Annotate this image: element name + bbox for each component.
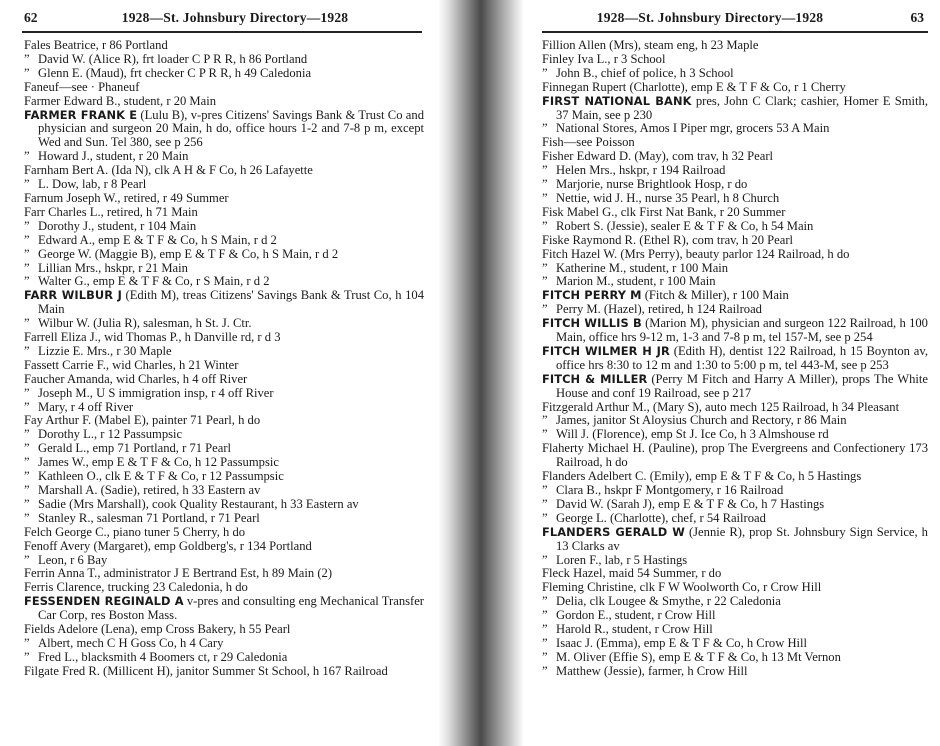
ditto-mark: ” [542, 663, 548, 678]
directory-entry [24, 595, 424, 623]
directory-entry [24, 192, 424, 206]
entry-text: Edward A., emp E & T F & Co, h S Main, r d 2 [38, 232, 277, 247]
ditto-mark: ” [24, 483, 30, 497]
directory-entry [542, 164, 928, 178]
entry-text: Fish—see Poisson [542, 135, 635, 150]
entry-text: (Edith M), treas Citizens' Savings Bank & Trust Co, h 104 Main [38, 288, 424, 317]
entry-text: Fenoff Avery (Margaret), emp Goldberg's, r 134 Portland [24, 538, 312, 553]
directory-entry [24, 414, 424, 428]
ditto-mark: ” [542, 190, 548, 205]
ditto-mark: ” [542, 635, 548, 650]
directory-entry [542, 595, 928, 609]
directory-entry [24, 331, 424, 345]
entry-text: Fillion Allen (Mrs), steam eng, h 23 Maple [542, 38, 759, 52]
directory-entry [24, 456, 424, 470]
entry-text: Fleming Christine, clk F W Woolworth Co, r Crow Hill [542, 580, 822, 595]
ditto-mark: ” [24, 316, 30, 331]
left-header-rule [22, 31, 422, 33]
directory-entry [542, 122, 928, 136]
directory-entry [24, 164, 424, 178]
entry-text: Leon, r 6 Bay [38, 552, 108, 567]
entry-text: (Marion M), physician and surgeon 122 Railroad, h 100 Main, office hrs 9-12 m, 1-3 and 7-8 p m, tel 157-M, see p 254 [556, 316, 928, 345]
directory-entry [542, 289, 928, 303]
entry-text: Farnum Joseph W., retired, r 49 Summer [24, 190, 229, 205]
ditto-mark: ” [542, 274, 548, 289]
ditto-mark: ” [24, 274, 30, 289]
entry-text: (Perry M Fitch and Harry A Miller), props The White House and conf 19 Railroad, see p 217 [556, 371, 928, 400]
directory-entry [24, 484, 424, 498]
entry-text: Finley Iva L., r 3 School [542, 51, 666, 66]
ditto-mark: ” [24, 343, 30, 358]
entry-text: Will J. (Florence), emp St J. Ice Co, h 3 Almshouse rd [556, 427, 829, 442]
entry-name-bold: FESSENDEN REGINALD A [24, 594, 184, 609]
directory-entry [24, 526, 424, 540]
directory-entry [542, 637, 928, 651]
entry-text: James W., emp E & T F & Co, h 12 Passumpsic [38, 455, 279, 470]
directory-entry [24, 275, 424, 289]
ditto-mark: ” [24, 510, 30, 525]
entry-text: Sadie (Mrs Marshall), cook Quality Restaurant, h 33 Eastern av [38, 496, 359, 511]
entry-text: Fassett Carrie F., wid Charles, h 21 Winter [24, 357, 239, 372]
entry-text: Katherine M., student, r 100 Main [556, 260, 729, 275]
entry-text: M. Oliver (Effie S), emp E & T F & Co, h 13 Mt Vernon [556, 649, 841, 664]
directory-entry [542, 81, 928, 95]
entry-text: pres, John C Clark; cashier, Homer E Smith, 37 Main, see p 230 [556, 93, 928, 122]
entry-text: v-pres and consulting eng Mechanical Transfer Car Corp, res Boston Mass. [38, 594, 424, 623]
entry-text: David W. (Alice R), frt loader C P R R, h 86 Portland [38, 51, 308, 66]
right-page [520, 0, 940, 746]
entry-text: Joseph M., U S immigration insp, r 4 off River [38, 385, 274, 400]
directory-entry [542, 53, 928, 67]
directory-entry [542, 498, 928, 512]
directory-entry [542, 651, 928, 665]
directory-entry [24, 67, 424, 81]
directory-entry [24, 206, 424, 220]
directory-entry [24, 345, 424, 359]
directory-entry [542, 206, 928, 220]
entry-text: George L. (Charlotte), chef, r 54 Railroad [556, 510, 766, 525]
entry-text: Albert, mech C H Goss Co, h 4 Cary [38, 635, 224, 650]
ditto-mark: ” [542, 608, 548, 623]
directory-entry [24, 53, 424, 67]
directory-entry [542, 373, 928, 401]
ditto-mark: ” [24, 65, 30, 80]
entry-text: Farnham Bert A. (Ida N), clk A H & F Co, h 26 Lafayette [24, 163, 313, 178]
entry-text: Wilbur W. (Julia R), salesman, h St. J. Ctr. [38, 316, 252, 331]
book-gutter [438, 0, 524, 746]
entry-text: Farmer Edward B., student, r 20 Main [24, 93, 217, 108]
ditto-mark: ” [542, 260, 548, 275]
directory-entry [542, 442, 928, 470]
entry-name-bold: FITCH & MILLER [542, 371, 648, 386]
ditto-mark: ” [24, 469, 30, 484]
directory-entry [542, 150, 928, 164]
entry-text: Glenn E. (Maud), frt checker C P R R, h 49 Caledonia [38, 65, 312, 80]
directory-entry [542, 67, 928, 81]
ditto-mark: ” [542, 552, 548, 567]
right-header-rule [542, 31, 928, 33]
entry-text: Farr Charles L., retired, h 71 Main [24, 204, 198, 219]
entry-text: Marshall A. (Sadie), retired, h 33 Eastern av [38, 483, 261, 497]
ditto-mark: ” [542, 496, 548, 511]
entry-text: Farrell Eliza J., wid Thomas P., h Danville rd, r d 3 [24, 330, 281, 345]
ditto-mark: ” [24, 51, 30, 66]
ditto-mark: ” [24, 149, 30, 164]
ditto-mark: ” [542, 483, 548, 497]
right-page-number: 63 [910, 10, 924, 25]
directory-entry [542, 554, 928, 568]
directory-entry [24, 442, 424, 456]
directory-entry [24, 401, 424, 415]
entry-text: Marjorie, nurse Brightlook Hosp, r do [556, 177, 748, 192]
entry-name-bold: FITCH WILMER H JR [542, 343, 670, 358]
directory-entry [542, 623, 928, 637]
left-header-title: 1928—St. Johnsbury Directory—1928 [121, 10, 349, 25]
directory-entry [24, 540, 424, 554]
directory-entry [24, 554, 424, 568]
entry-name-bold: FITCH PERRY M [542, 288, 642, 303]
ditto-mark: ” [24, 177, 30, 192]
directory-entry [24, 373, 424, 387]
directory-entry [542, 248, 928, 262]
entry-text: David W. (Sarah J), emp E & T F & Co, h 7 Hastings [556, 496, 825, 511]
entry-name-bold: FLANDERS GERALD W [542, 524, 685, 539]
entry-text: Loren F., lab, r 5 Hastings [556, 552, 688, 567]
entry-text: Dorothy L., r 12 Passumpsic [38, 427, 183, 442]
ditto-mark: ” [542, 510, 548, 525]
entry-text: Perry M. (Hazel), retired, h 124 Railroad [556, 302, 762, 317]
directory-entry [24, 359, 424, 373]
directory-entry [24, 470, 424, 484]
directory-entry [542, 484, 928, 498]
directory-entry [24, 220, 424, 234]
entry-text: Fales Beatrice, r 86 Portland [24, 38, 168, 52]
ditto-mark: ” [542, 427, 548, 442]
entry-text: (Fitch & Miller), r 100 Main [641, 288, 789, 303]
directory-entry [542, 401, 928, 415]
directory-entry [24, 81, 424, 95]
entry-text: Fisher Edward D. (May), com trav, h 32 Pearl [542, 149, 774, 164]
directory-entry [24, 428, 424, 442]
directory-entry [542, 414, 928, 428]
ditto-mark: ” [542, 622, 548, 637]
entry-text: Helen Mrs., hskpr, r 194 Railroad [556, 163, 726, 178]
entry-text: Fitch Hazel W. (Mrs Perry), beauty parlor 124 Railroad, h do [542, 246, 850, 261]
entry-text: Robert S. (Jessie), sealer E & T F & Co, h 54 Main [556, 218, 814, 233]
entry-text: Faneuf—see · Phaneuf [24, 79, 140, 94]
directory-entry [542, 192, 928, 206]
entry-text: Gerald L., emp 71 Portland, r 71 Pearl [38, 441, 232, 456]
directory-entry [542, 95, 928, 123]
entry-text: Howard J., student, r 20 Main [38, 149, 189, 164]
directory-entry [24, 317, 424, 331]
directory-entry [542, 609, 928, 623]
ditto-mark: ” [24, 385, 30, 400]
entry-text: (Edith H), dentist 122 Railroad, h 15 Boynton av, office hrs 8:30 to 12 m and 1:30 to 5:00 p m, tel 443-M, see p 253 [556, 343, 928, 372]
directory-entry [24, 623, 424, 637]
ditto-mark: ” [24, 260, 30, 275]
directory-entry [542, 275, 928, 289]
ditto-mark: ” [24, 552, 30, 567]
directory-entry [542, 220, 928, 234]
entry-text: Nettie, wid J. H., nurse 35 Pearl, h 8 Church [556, 190, 780, 205]
left-page-header [0, 8, 440, 30]
ditto-mark: ” [542, 65, 548, 80]
directory-entry [542, 512, 928, 526]
directory-entry [24, 109, 424, 151]
ditto-mark: ” [24, 635, 30, 650]
directory-entry [542, 345, 928, 373]
entry-text: Fred L., blacksmith 4 Boomers ct, r 29 Caledonia [38, 649, 288, 664]
entry-text: Flanders Adelbert C. (Emily), emp E & T F & Co, h 5 Hastings [542, 469, 862, 484]
entry-text: Marion M., student, r 100 Main [556, 274, 716, 289]
right-entry-list [542, 39, 928, 679]
directory-entry [542, 470, 928, 484]
entry-text: (Jennie R), prop St. Johnsbury Sign Service, h 13 Clarks av [556, 524, 928, 553]
directory-entry [542, 234, 928, 248]
entry-text: Isaac J. (Emma), emp E & T F & Co, h Crow Hill [556, 635, 808, 650]
entry-text: Finnegan Rupert (Charlotte), emp E & T F & Co, r 1 Cherry [542, 79, 846, 94]
ditto-mark: ” [24, 218, 30, 233]
entry-text: Fay Arthur F. (Mabel E), painter 71 Pearl, h do [24, 413, 261, 428]
entry-text: Delia, clk Lougee & Smythe, r 22 Caledonia [556, 594, 781, 609]
entry-text: Clara B., hskpr F Montgomery, r 16 Railroad [556, 483, 784, 497]
entry-text: Felch George C., piano tuner 5 Cherry, h do [24, 524, 246, 539]
ditto-mark: ” [24, 496, 30, 511]
directory-entry [542, 581, 928, 595]
ditto-mark: ” [542, 413, 548, 428]
ditto-mark: ” [542, 594, 548, 609]
ditto-mark: ” [24, 649, 30, 664]
entry-text: Filgate Fred R. (Millicent H), janitor Summer St School, h 167 Railroad [24, 663, 388, 678]
right-page-header [520, 8, 940, 30]
left-page [0, 0, 440, 746]
entry-text: George W. (Maggie B), emp E & T F & Co, h S Main, r d 2 [38, 246, 339, 261]
entry-text: Matthew (Jessie), farmer, h Crow Hill [556, 663, 748, 678]
entry-text: Stanley R., salesman 71 Portland, r 71 Pearl [38, 510, 260, 525]
directory-entry [24, 387, 424, 401]
directory-entry [24, 150, 424, 164]
entry-text: James, janitor St Aloysius Church and Rectory, r 86 Main [556, 413, 847, 428]
directory-entry [24, 567, 424, 581]
entry-text: Mary, r 4 off River [38, 399, 134, 414]
ditto-mark: ” [24, 246, 30, 261]
directory-entry [542, 262, 928, 276]
right-header-title: 1928—St. Johnsbury Directory—1928 [596, 10, 824, 25]
left-page-number: 62 [24, 10, 38, 25]
entry-text: John B., chief of police, h 3 School [556, 65, 734, 80]
ditto-mark: ” [542, 649, 548, 664]
entry-text: Fields Adelore (Lena), emp Cross Bakery, h 55 Pearl [24, 622, 291, 637]
entry-text: Kathleen O., clk E & T F & Co, r 12 Passumpsic [38, 469, 284, 484]
directory-entry [24, 512, 424, 526]
directory-entry [542, 136, 928, 150]
directory-entry [24, 498, 424, 512]
ditto-mark: ” [24, 455, 30, 470]
entry-text: (Lulu B), v-pres Citizens' Savings Bank & Trust Co and physician and surgeon 20 Main, h do, office hours 1-2 and 7-8 p m, except Wed and Sun. Tel 380, see p 256 [38, 107, 424, 150]
entry-name-bold: FARMER FRANK E [24, 107, 138, 122]
ditto-mark: ” [24, 441, 30, 456]
entry-text: Fleck Hazel, maid 54 Summer, r do [542, 566, 722, 581]
entry-text: Fisk Mabel G., clk First Nat Bank, r 20 Summer [542, 204, 786, 219]
directory-entry [24, 651, 424, 665]
directory-entry [24, 289, 424, 317]
directory-entry [24, 95, 424, 109]
directory-entry [542, 303, 928, 317]
entry-text: Flaherty Michael H. (Pauline), prop The Evergreens and Confectionery 173 Railroad, h do [542, 441, 928, 470]
directory-entry [24, 248, 424, 262]
entry-name-bold: FITCH WILLIS B [542, 316, 642, 331]
entry-name-bold: FARR WILBUR J [24, 288, 122, 303]
entry-text: Harold R., student, r Crow Hill [556, 622, 713, 637]
ditto-mark: ” [24, 399, 30, 414]
ditto-mark: ” [24, 427, 30, 442]
ditto-mark: ” [24, 232, 30, 247]
directory-entry [24, 262, 424, 276]
entry-text: Fitzgerald Arthur M., (Mary S), auto mech 125 Railroad, h 34 Pleasant [542, 399, 900, 414]
directory-entry [542, 39, 928, 53]
directory-entry [542, 567, 928, 581]
directory-entry [542, 317, 928, 345]
entry-text: Dorothy J., student, r 104 Main [38, 218, 197, 233]
entry-text: Ferrin Anna T., administrator J E Bertrand Est, h 89 Main (2) [24, 566, 333, 581]
directory-entry [24, 637, 424, 651]
directory-entry [24, 234, 424, 248]
entry-text: National Stores, Amos I Piper mgr, grocers 53 A Main [556, 121, 830, 136]
directory-entry [542, 178, 928, 192]
entry-text: Walter G., emp E & T F & Co, r S Main, r d 2 [38, 274, 270, 289]
entry-text: Fiske Raymond R. (Ethel R), com trav, h 20 Pearl [542, 232, 794, 247]
ditto-mark: ” [542, 302, 548, 317]
ditto-mark: ” [542, 177, 548, 192]
entry-text: L. Dow, lab, r 8 Pearl [38, 177, 147, 192]
entry-text: Gordon E., student, r Crow Hill [556, 608, 716, 623]
entry-name-bold: FIRST NATIONAL BANK [542, 93, 692, 108]
entry-text: Ferris Clarence, trucking 23 Caledonia, h do [24, 580, 248, 595]
directory-entry [542, 665, 928, 679]
left-entry-list [24, 39, 424, 679]
entry-text: Faucher Amanda, wid Charles, h 4 off River [24, 371, 248, 386]
ditto-mark: ” [542, 121, 548, 136]
entry-text: Lizzie E. Mrs., r 30 Maple [38, 343, 172, 358]
directory-entry [24, 581, 424, 595]
directory-entry [542, 428, 928, 442]
directory-entry [542, 526, 928, 554]
ditto-mark: ” [542, 163, 548, 178]
entry-text: Lillian Mrs., hskpr, r 21 Main [38, 260, 188, 275]
ditto-mark: ” [542, 218, 548, 233]
directory-entry [24, 665, 424, 679]
directory-entry [24, 178, 424, 192]
directory-entry [24, 39, 424, 53]
